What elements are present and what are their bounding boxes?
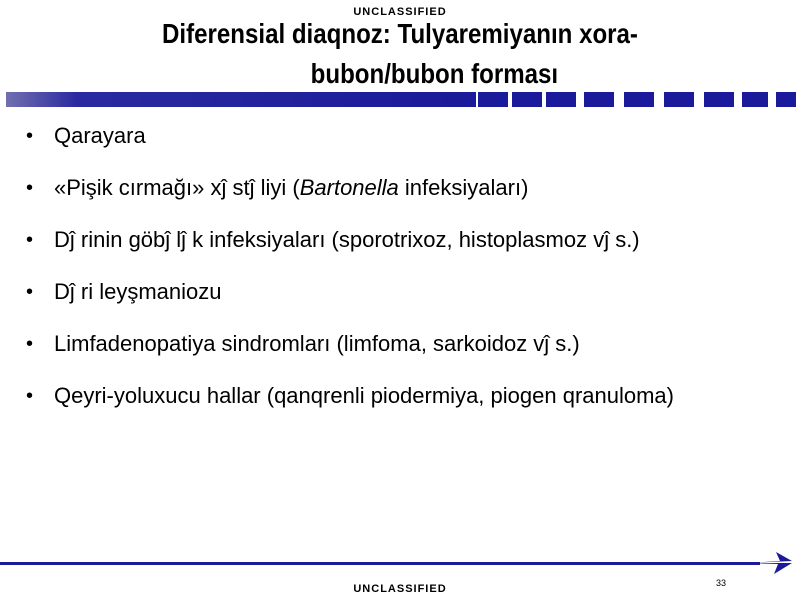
list-item: [24, 324, 674, 376]
slide-title-line2: bubon/bubon forması: [310, 58, 559, 89]
bullet-text: Limfadenopatiya sindromları (limfoma, sarkoidoz vĵ s.): [54, 331, 580, 356]
list-item: [24, 116, 674, 168]
footer-arrow-icon: [748, 552, 792, 574]
bullet-text: Dĵ ri leyşmaniozu: [54, 279, 222, 304]
bullet-text: Qarayara: [54, 123, 146, 148]
title-underline-bar: [6, 92, 796, 107]
bullet-text: Dĵ rinin göbĵ lĵ k infeksiyaları (sporotrixoz, histoplasmoz vĵ s.): [54, 227, 640, 252]
top-classification-label: UNCLASSIFIED: [353, 6, 447, 18]
list-item: [24, 220, 674, 272]
list-item: [24, 376, 674, 428]
bullet-dot-icon: •: [26, 385, 34, 407]
slide-title-line1: Diferensial diaqnoz: Tulyaremiyanın xora-: [162, 18, 638, 49]
list-item: [24, 272, 674, 324]
slide-title: [56, 14, 744, 94]
page-number: 33: [716, 578, 727, 588]
bullet-text-italic: Bartonella: [299, 175, 399, 200]
bullet-text: Qeyri-yoluxucu hallar (qanqrenli piodermiya, piogen qranuloma): [54, 383, 674, 408]
list-item: [24, 168, 674, 220]
bullet-dot-icon: •: [26, 333, 34, 355]
bullet-dot-icon: •: [26, 281, 34, 303]
bullet-text-post: infeksiyaları): [398, 175, 529, 200]
footer-line: [0, 562, 760, 565]
bullet-dot-icon: •: [26, 229, 34, 251]
bullet-text-pre: «Pişik cırmağı» xĵ stĵ liyi (: [54, 175, 300, 200]
bullet-list: [24, 116, 674, 428]
bullet-dot-icon: •: [26, 177, 34, 199]
bottom-classification-label: UNCLASSIFIED: [353, 583, 447, 595]
bullet-dot-icon: •: [26, 125, 34, 147]
